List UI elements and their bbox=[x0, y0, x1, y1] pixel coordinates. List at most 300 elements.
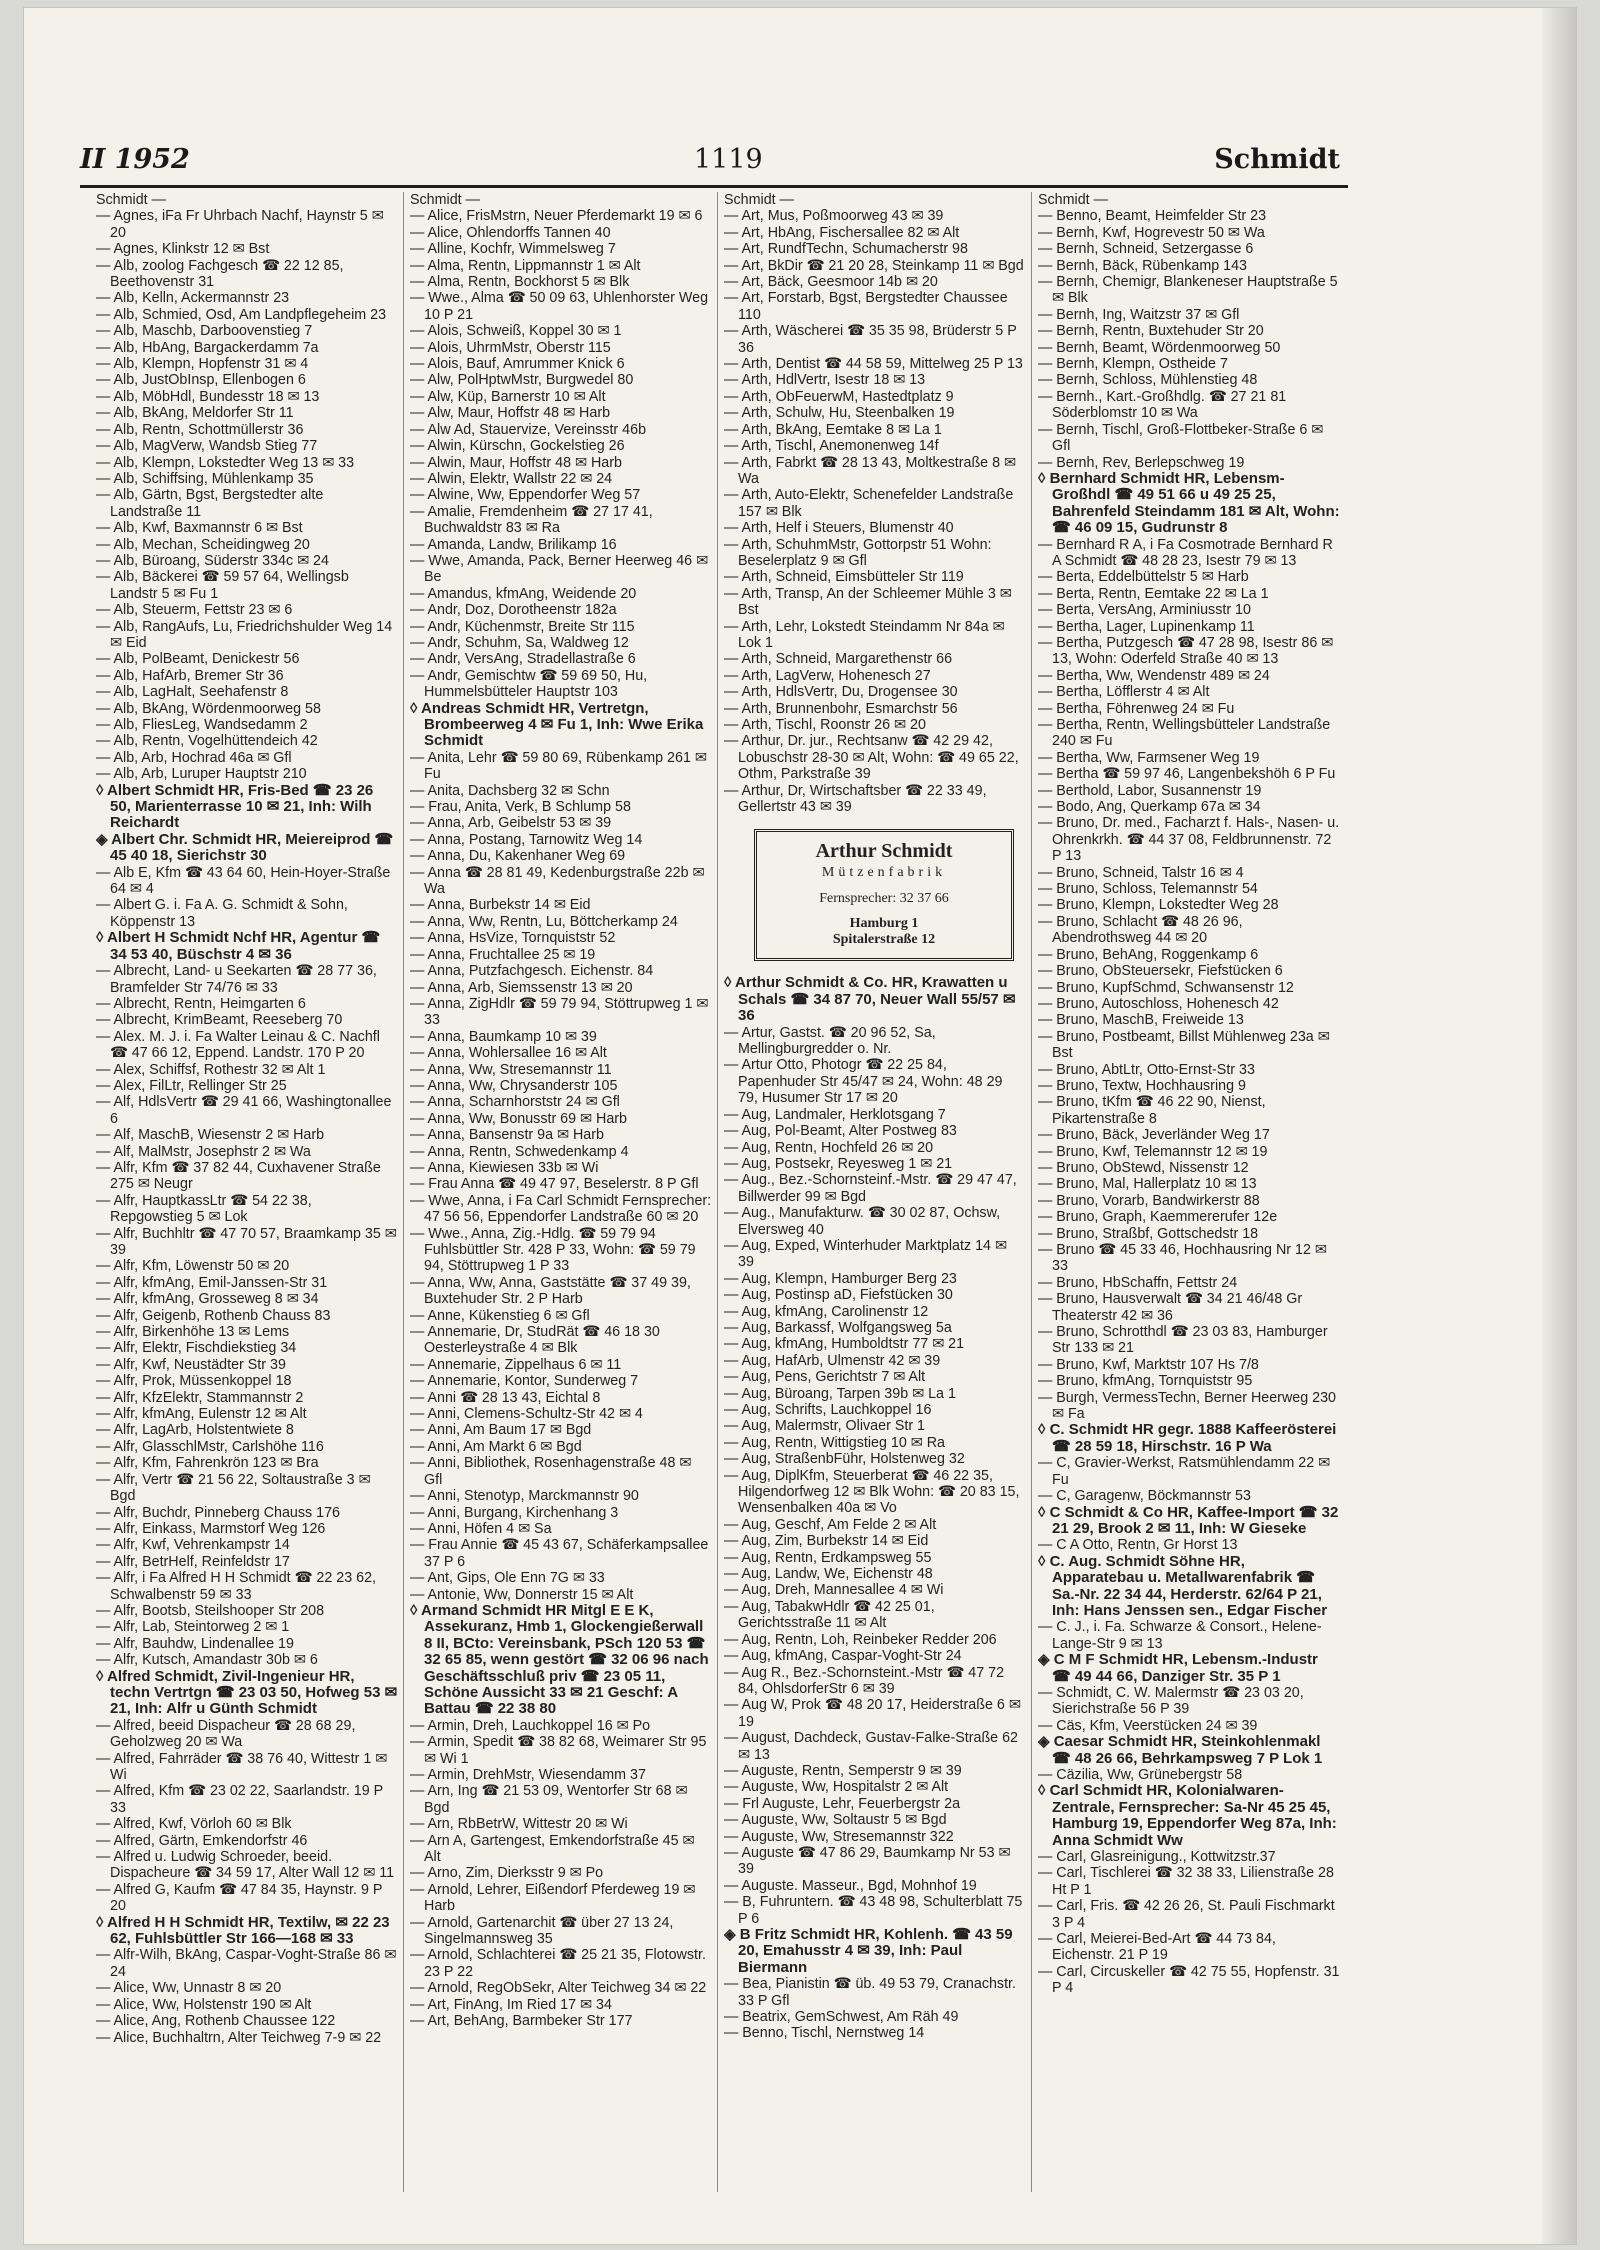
directory-entry: — Bruno, Graph, Kaemmererufer 12e bbox=[1038, 1209, 1278, 1226]
directory-entry: — Arth, Schulw, Hu, Steenbalken 19 bbox=[724, 405, 955, 422]
column-divider bbox=[717, 192, 718, 2192]
directory-entry: — Bertha, Rentn, Wellingsbütteler Landstraße 240 ✉ Fu bbox=[1038, 717, 1331, 750]
directory-entry: — Aug., Manufakturw. ☎ 30 02 87, Ochsw, Elversweg 40 bbox=[724, 1205, 1001, 1238]
directory-entry: — Arth, Dentist ☎ 44 58 59, Mittelweg 25 P 13 bbox=[724, 356, 1023, 373]
directory-entry: — Carl, Meierei-Bed-Art ☎ 44 73 84, Eichenstr. 21 P 19 bbox=[1038, 1931, 1276, 1964]
directory-entry: — Artur, Gastst. ☎ 20 96 52, Sa, Mellingburgredder o. Nr. bbox=[724, 1024, 936, 1058]
directory-entry: — Alf, HdlsVertr ☎ 29 41 66, Washingtonallee 6 bbox=[96, 1094, 392, 1127]
directory-entry: — Alice, Ww, Unnastr 8 ✉ 20 bbox=[96, 1980, 282, 1997]
directory-entry: ◊ Arthur Schmidt & Co. HR, Krawatten u Schals ☎ 34 87 70, Neuer Wall 55/57 ✉ 36 bbox=[724, 974, 1016, 1025]
directory-entry: Schmidt — bbox=[1038, 192, 1108, 208]
directory-entry: — Bertha, Ww, Wendenstr 489 ✉ 24 bbox=[1038, 667, 1270, 684]
directory-entry: — Alfred, Gärtn, Emkendorfstr 46 bbox=[96, 1832, 308, 1849]
directory-entry: — Arth, SchuhmMstr, Gottorpstr 51 Wohn: Beselerplatz 9 ✉ Gfl bbox=[724, 536, 992, 569]
directory-entry: — Bruno, BehAng, Roggenkamp 6 bbox=[1038, 946, 1259, 963]
directory-entry: — Alb, Bäckerei ☎ 59 57 64, Wellingsb Landstr 5 ✉ Fu 1 bbox=[96, 569, 349, 602]
directory-entry: — Alfr, Elektr, Fischdiekstieg 34 bbox=[96, 1340, 297, 1357]
directory-entry: ◊ Alfred H H Schmidt HR, Textilw, ✉ 22 23 62, Fuhlsbüttler Str 166—168 ✉ 33 bbox=[96, 1913, 390, 1948]
directory-entry: — Berta, Rentn, Eemtake 22 ✉ La 1 bbox=[1038, 585, 1269, 602]
directory-entry: — Alb, RangAufs, Lu, Friedrichshulder Weg 14 ✉ Eid bbox=[96, 618, 393, 651]
column-3 bbox=[724, 192, 1026, 2197]
directory-entry: — Anna, Ww, Rentn, Lu, Böttcherkamp 24 bbox=[410, 913, 678, 930]
directory-entry: — Alb, MagVerw, Wandsb Stieg 77 bbox=[96, 438, 318, 455]
directory-entry: — Alw, Maur, Hoffstr 48 ✉ Harb bbox=[410, 405, 611, 422]
directory-entry: — Auguste, Ww, Soltaustr 5 ✉ Bgd bbox=[724, 1812, 947, 1829]
directory-entry: — Aug, Postsekr, Reyesweg 1 ✉ 21 bbox=[724, 1155, 953, 1172]
column-3-entries-top bbox=[724, 192, 1026, 815]
directory-entry: — Alois, UhrmMstr, Oberstr 115 bbox=[410, 339, 611, 356]
directory-entry: — Andr, Küchenmstr, Breite Str 115 bbox=[410, 618, 635, 635]
directory-entry: — Anna, Baumkamp 10 ✉ 39 bbox=[410, 1028, 597, 1045]
directory-entry: — Bertha, Putzgesch ☎ 47 28 98, Isestr 86 ✉ 13, Wohn: Oderfeld Straße 40 ✉ 13 bbox=[1038, 634, 1334, 668]
directory-entry: — Aug, Dreh, Mannesallee 4 ✉ Wi bbox=[724, 1582, 944, 1599]
directory-entry: — Bertha, Löfflerstr 4 ✉ Alt bbox=[1038, 684, 1210, 701]
directory-entry: — Anna, Rentn, Schwedenkamp 4 bbox=[410, 1143, 629, 1160]
advertisement-box bbox=[754, 829, 1014, 961]
directory-entry: — Carl, Glasreinigung., Kottwitzstr.37 bbox=[1038, 1849, 1276, 1866]
ad-street: Spitalerstraße 12 bbox=[832, 932, 936, 948]
directory-entry: — C, Gravier-Werkst, Ratsmühlendamm 22 ✉ Fu bbox=[1038, 1455, 1331, 1488]
directory-entry: — Aug, Exped, Winterhuder Marktplatz 14 ✉ 39 bbox=[724, 1237, 1007, 1271]
directory-entry: ◈ Caesar Schmidt HR, Steinkohlenmakl ☎ 48 26 66, Behrkampsweg 7 P Lok 1 bbox=[1038, 1733, 1323, 1767]
directory-entry: Schmidt — bbox=[410, 192, 480, 208]
directory-entry: — Bruno, Kwf, Telemannstr 12 ✉ 19 bbox=[1038, 1143, 1268, 1160]
directory-page bbox=[24, 8, 1576, 2244]
directory-columns bbox=[96, 192, 1344, 2202]
directory-entry: — Bruno, Mal, Hallerplatz 10 ✉ 13 bbox=[1038, 1176, 1257, 1193]
column-divider bbox=[403, 192, 404, 2192]
directory-entry: — Alb, Mechan, Scheidingweg 20 bbox=[96, 536, 310, 553]
directory-entry: — Bernhard R A, i Fa Cosmotrade Bernhard R A Schmidt ☎ 48 28 23, Isestr 79 ✉ 13 bbox=[1038, 536, 1333, 569]
directory-entry: — Alb, LagHalt, Seehafenstr 8 bbox=[96, 684, 289, 701]
directory-entry: — Alfred, Fahrräder ☎ 38 76 40, Wittestr 1 ✉ Wi bbox=[96, 1750, 388, 1783]
directory-entry: — Alb, Schiffsing, Mühlenkamp 35 bbox=[96, 470, 314, 487]
directory-entry: — Anni, Höfen 4 ✉ Sa bbox=[410, 1520, 552, 1537]
directory-entry: — Amanda, Landw, Brilikamp 16 bbox=[410, 536, 617, 553]
directory-entry: — Arth, Tischl, Roonstr 26 ✉ 20 bbox=[724, 717, 926, 733]
directory-entry: ◊ Alfred Schmidt, Zivil-Ingenieur HR, techn Vertrtgn ☎ 23 03 50, Hofweg 53 ✉ 21, Inh: Alfr u Günth Schmidt bbox=[96, 1667, 398, 1718]
directory-entry: — Arth, Wäscherei ☎ 35 35 98, Brüderstr 5 P 36 bbox=[724, 323, 1017, 356]
directory-entry: — Amalie, Fremdenheim ☎ 27 17 41, Buchwaldstr 83 ✉ Ra bbox=[410, 503, 653, 537]
directory-entry: — Anita, Dachsberg 32 ✉ Schn bbox=[410, 782, 610, 799]
directory-entry: — Alfr, Bauhdw, Lindenallee 19 bbox=[96, 1635, 294, 1652]
directory-entry: — Bruno, Kwf, Marktstr 107 Hs 7/8 bbox=[1038, 1356, 1259, 1373]
directory-entry: — Annemarie, Zippelhaus 6 ✉ 11 bbox=[410, 1356, 622, 1373]
directory-entry: — Alb, HbAng, Bargackerdamm 7a bbox=[96, 339, 319, 356]
directory-entry: — Aug, Malermstr, Olivaer Str 1 bbox=[724, 1418, 926, 1435]
directory-entry: ◊ Albert Schmidt HR, Fris-Bed ☎ 23 26 50, Marienterrasse 10 ✉ 21, Inh: Wilh Reichardt bbox=[96, 781, 374, 832]
directory-entry: — Arn, RbBetrW, Wittestr 20 ✉ Wi bbox=[410, 1816, 628, 1833]
directory-entry: — Bertha, Föhrenweg 24 ✉ Fu bbox=[1038, 700, 1235, 717]
directory-entry: — Carl, Tischlerei ☎ 32 38 33, Lilienstraße 28 Ht P 1 bbox=[1038, 1865, 1334, 1898]
directory-entry: — Aug, DiplKfm, Steuerberat ☎ 46 22 35, Hilgendorfweg 12 ✉ Blk Wohn: ☎ 20 83 15, Wensenbalken 40a ✉ Vo bbox=[724, 1467, 1020, 1517]
directory-entry: — Arthur, Dr, Wirtschaftsber ☎ 22 33 49, Gellertstr 43 ✉ 39 bbox=[724, 782, 987, 816]
directory-entry: — Bruno, ObStewd, Nissenstr 12 bbox=[1038, 1159, 1249, 1176]
directory-entry: — Alb, Maschb, Darboovenstieg 7 bbox=[96, 323, 313, 340]
directory-entry: — Aug, Landmaler, Herklotsgang 7 bbox=[724, 1106, 946, 1123]
directory-entry: — Andr, Gemischtw ☎ 59 69 50, Hu, Hummelsbütteler Hauptstr 103 bbox=[410, 667, 648, 701]
ad-city: Hamburg 1 bbox=[849, 916, 919, 932]
directory-entry: — Arth, LagVerw, Hohenesch 27 bbox=[724, 667, 931, 684]
volume-year: II 1952 bbox=[80, 144, 190, 175]
directory-entry: — Carl, Circuskeller ☎ 42 75 55, Hopfenstr. 31 P 4 bbox=[1038, 1963, 1340, 1997]
directory-entry: — Alex, Schiffsf, Rothestr 32 ✉ Alt 1 bbox=[96, 1061, 326, 1078]
directory-entry: — Bertha, Lager, Lupinenkamp 11 bbox=[1038, 618, 1255, 635]
directory-entry: ◊ C. Aug. Schmidt Söhne HR, Apparatebau u. Metallwarenfabrik ☎ Sa.-Nr. 22 34 44, Herderstr. 62/64 P 21, Inh: Hans Jenssen sen., Edgar Fischer bbox=[1038, 1552, 1328, 1619]
directory-entry: — Anna, Fruchtallee 25 ✉ 19 bbox=[410, 946, 596, 963]
directory-entry: — Bernh, Schloss, Mühlenstieg 48 bbox=[1038, 372, 1258, 389]
directory-entry: — Alfr, kfmAng, Emil-Janssen-Str 31 bbox=[96, 1274, 328, 1291]
ad-company-name: Arthur Schmidt bbox=[815, 840, 953, 863]
directory-entry: — Aug, Pol-Beamt, Alter Postweg 83 bbox=[724, 1123, 957, 1140]
directory-entry: — Anna, Du, Kakenhaner Weg 69 bbox=[410, 848, 626, 865]
directory-entry: — Alfr, Kutsch, Amandastr 30b ✉ 6 bbox=[96, 1652, 318, 1669]
directory-entry: — Arth, Schneid, Margarethenstr 66 bbox=[724, 651, 953, 668]
directory-entry: — Alfr, Lab, Steintorweg 2 ✉ 1 bbox=[96, 1619, 290, 1636]
directory-entry: — Aug, Rentn, Erdkampsweg 55 bbox=[724, 1549, 932, 1566]
running-head-name: Schmidt bbox=[1214, 144, 1340, 175]
directory-entry: — Alice, Ww, Holstenstr 190 ✉ Alt bbox=[96, 1996, 312, 2013]
directory-entry: — Arnold, Lehrer, Eißendorf Pferdeweg 19 ✉ Harb bbox=[410, 1881, 696, 1915]
directory-entry: — Alb, HafArb, Bremer Str 36 bbox=[96, 667, 284, 684]
directory-entry: — Anni, Am Baum 17 ✉ Bgd bbox=[410, 1422, 592, 1439]
directory-entry: — Schmidt, C. W. Malermstr ☎ 23 03 20, Sierichstraße 56 P 39 bbox=[1038, 1684, 1304, 1718]
directory-entry: — Arnold, Gartenarchit ☎ über 27 13 24, Singelmannsweg 35 bbox=[410, 1914, 674, 1948]
directory-entry: — Alb, Klempn, Hopfenstr 31 ✉ 4 bbox=[96, 356, 309, 373]
directory-entry: — Alfr, KfzElektr, Stammannstr 2 bbox=[96, 1389, 304, 1406]
directory-entry: — Anna, Arb, Geibelstr 53 ✉ 39 bbox=[410, 815, 612, 832]
directory-entry: — Alb, MöbHdl, Bundesstr 18 ✉ 13 bbox=[96, 388, 320, 405]
directory-entry: — Bea, Pianistin ☎ üb. 49 53 79, Cranachstr. 33 P Gfl bbox=[724, 1976, 1016, 2009]
directory-entry: — Auguste, Rentn, Semperstr 9 ✉ 39 bbox=[724, 1762, 962, 1779]
directory-entry: — Aug, StraßenbFühr, Holstenweg 32 bbox=[724, 1451, 965, 1468]
directory-entry: — Alma, Rentn, Lippmannstr 1 ✉ Alt bbox=[410, 257, 641, 274]
directory-entry: — Auguste ☎ 47 86 29, Baumkamp Nr 53 ✉ 39 bbox=[724, 1844, 1011, 1878]
directory-entry: — August, Dachdeck, Gustav-Falke-Straße 62 ✉ 13 bbox=[724, 1730, 1019, 1763]
page-header bbox=[80, 136, 1340, 184]
directory-entry: — Amandus, kfmAng, Weidende 20 bbox=[410, 585, 637, 602]
directory-entry: — Bernh, Rev, Berlepschweg 19 bbox=[1038, 454, 1245, 471]
directory-entry: ◊ Andreas Schmidt HR, Vertretgn, Brombeerweg 4 ✉ Fu 1, Inh: Wwe Erika Schmidt bbox=[410, 699, 704, 750]
header-rule bbox=[80, 185, 1348, 188]
directory-entry: — Alma, Rentn, Bockhorst 5 ✉ Blk bbox=[410, 274, 630, 291]
directory-entry: — Wwe., Anna, Zig.-Hdlg. ☎ 59 79 94 Fuhlsbüttler Str. 428 P 33, Wohn: ☎ 59 79 94, Stöttrupweg 1 P 33 bbox=[410, 1225, 696, 1275]
directory-entry: — Alfr, Einkass, Marmstorf Weg 126 bbox=[96, 1520, 326, 1537]
directory-entry: — Cäs, Kfm, Veerstücken 24 ✉ 39 bbox=[1038, 1717, 1258, 1734]
directory-entry: — Alfr, Bootsb, Steilshooper Str 208 bbox=[96, 1602, 325, 1619]
directory-entry: — Bruno, ObSteuersekr, Fiefstücken 6 bbox=[1038, 963, 1283, 980]
directory-entry: — Alfr, Buchhltr ☎ 47 70 57, Braamkamp 35 ✉ 39 bbox=[96, 1225, 397, 1258]
directory-entry: — Arthur, Dr. jur., Rechtsanw ☎ 42 29 42, Lobuschstr 28-30 ✉ Alt, Wohn: ☎ 49 65 22, Othm, Parkstraße 39 bbox=[724, 733, 1019, 783]
directory-entry: — Arnold, Schlachterei ☎ 25 21 35, Flotowstr. 23 P 22 bbox=[410, 1947, 706, 1980]
directory-entry: — Annemarie, Kontor, Sunderweg 7 bbox=[410, 1373, 639, 1390]
directory-entry: — Anna, Bansenstr 9a ✉ Harb bbox=[410, 1127, 604, 1144]
directory-entry: — Art, RundfTechn, Schumacherstr 98 bbox=[724, 241, 968, 258]
directory-entry: — Bruno, Klempn, Lokstedter Weg 28 bbox=[1038, 897, 1279, 914]
directory-entry: — Bruno, Vorarb, Bandwirkerstr 88 bbox=[1038, 1192, 1260, 1209]
directory-entry: ◈ Albert Chr. Schmidt HR, Meiereiprod ☎ 45 40 18, Sierichstr 30 bbox=[96, 830, 394, 865]
directory-entry: — Alois, Bauf, Amrummer Knick 6 bbox=[410, 356, 625, 373]
directory-entry: — Alfred, beeid Dispacheur ☎ 28 68 29, Geholzweg 20 ✉ Wa bbox=[96, 1717, 356, 1751]
directory-entry: — Alb, Gärtn, Bgst, Bergstedter alte Landstraße 11 bbox=[96, 487, 324, 520]
directory-entry: — Alfr, Kfm, Fahrenkrön 123 ✉ Bra bbox=[96, 1455, 319, 1472]
directory-entry: — Berta, VersAng, Arminiusstr 10 bbox=[1038, 602, 1251, 619]
directory-entry: — Arth, Helf i Steuers, Blumenstr 40 bbox=[724, 520, 954, 537]
directory-entry: — Aug, TabakwHdlr ☎ 42 25 01, Gerichtsstraße 11 ✉ Alt bbox=[724, 1598, 935, 1632]
directory-entry: — Alfred G, Kaufm ☎ 47 84 35, Haynstr. 9 P 20 bbox=[96, 1881, 383, 1915]
directory-entry: — Bruno, Bäck, Jeverländer Weg 17 bbox=[1038, 1127, 1270, 1144]
directory-entry: — Alfr, kfmAng, Grosseweg 8 ✉ 34 bbox=[96, 1291, 319, 1308]
directory-entry: — Aug, Geschf, Am Felde 2 ✉ Alt bbox=[724, 1516, 937, 1533]
directory-entry: — Arnold, RegObSekr, Alter Teichweg 34 ✉ 22 bbox=[410, 1980, 707, 1997]
directory-entry: — Alfr, BetrHelf, Reinfeldstr 17 bbox=[96, 1553, 290, 1570]
directory-entry: — Bruno, kfmAng, Tornquiststr 95 bbox=[1038, 1373, 1253, 1390]
directory-entry: — Aug, kfmAng, Caspar-Voght-Str 24 bbox=[724, 1648, 962, 1665]
directory-entry: — Art, Forstarb, Bgst, Bergstedter Chaussee 110 bbox=[724, 290, 1008, 323]
directory-entry: — Aug, Postinsp aD, Fiefstücken 30 bbox=[724, 1287, 953, 1304]
directory-entry: — Anni, Am Markt 6 ✉ Bgd bbox=[410, 1438, 582, 1455]
directory-entry: — Alf, MaschB, Wiesenstr 2 ✉ Harb bbox=[96, 1127, 325, 1144]
directory-entry: — Arth, Schneid, Eimsbütteler Str 119 bbox=[724, 569, 964, 586]
directory-entry: — Anna, HsVize, Tornquiststr 52 bbox=[410, 930, 616, 947]
directory-entry: — Alfred, Kwf, Vörloh 60 ✉ Blk bbox=[96, 1816, 292, 1833]
directory-entry: — Art, Mus, Poßmoorweg 43 ✉ 39 bbox=[724, 208, 944, 225]
directory-entry: — Aug, Schrifts, Lauchkoppel 16 bbox=[724, 1402, 932, 1418]
directory-entry: — Aug, Rentn, Loh, Reinbeker Redder 206 bbox=[724, 1631, 997, 1648]
directory-entry: — Aug, kfmAng, Humboldtstr 77 ✉ 21 bbox=[724, 1336, 965, 1353]
directory-entry: — Berthold, Labor, Susannenstr 19 bbox=[1038, 782, 1262, 799]
directory-entry: — Alb, Klempn, Lokstedter Weg 13 ✉ 33 bbox=[96, 454, 355, 471]
directory-entry: — Bernh, Schneid, Setzergasse 6 bbox=[1038, 241, 1254, 258]
directory-entry: — Art, BkDir ☎ 21 20 28, Steinkamp 11 ✉ Bgd bbox=[724, 257, 1024, 274]
directory-entry: — Benno, Tischl, Nernstweg 14 bbox=[724, 2025, 925, 2042]
directory-entry: — Bruno, Postbeamt, Billst Mühlenweg 23a ✉ Bst bbox=[1038, 1028, 1330, 1062]
directory-entry: — Bernh, Tischl, Groß-Flottbeker-Straße 6 ✉ Gfl bbox=[1038, 421, 1324, 455]
directory-entry: — Alfr, kfmAng, Eulenstr 12 ✉ Alt bbox=[96, 1406, 307, 1423]
column-divider bbox=[1031, 192, 1032, 2192]
directory-entry: Schmidt — bbox=[96, 192, 166, 208]
directory-entry: — Alb, Kelln, Ackermannstr 23 bbox=[96, 290, 290, 307]
directory-entry: — Alb, Schmied, Osd, Am Landpflegeheim 23 bbox=[96, 306, 387, 323]
directory-entry: — Aug, HafArb, Ulmenstr 42 ✉ 39 bbox=[724, 1352, 941, 1369]
directory-entry: — Alfr, Kwf, Vehrenkampstr 14 bbox=[96, 1537, 290, 1554]
directory-entry: — Berta, Eddelbüttelstr 5 ✉ Harb bbox=[1038, 569, 1249, 586]
directory-entry: — Anna, Wohlersallee 16 ✉ Alt bbox=[410, 1045, 607, 1062]
directory-entry: — Alb, zoolog Fachgesch ☎ 22 12 85, Beethovenstr 31 bbox=[96, 257, 344, 291]
directory-entry: ◊ Albert H Schmidt Nchf HR, Agentur ☎ 34 53 40, Büschstr 4 ✉ 36 bbox=[96, 929, 381, 963]
directory-entry: — Ant, Gips, Ole Enn 7G ✉ 33 bbox=[410, 1570, 605, 1587]
directory-entry: ◊ Bernhard Schmidt HR, Lebensm-Großhdl ☎ 49 51 66 u 49 25 25, Bahrenfeld Steindamm 181 ✉ Alt, Wohn: ☎ 46 09 15, Gudrunstr 8 bbox=[1038, 469, 1340, 537]
directory-entry: — Bruno, Autoschloss, Hohenesch 42 bbox=[1038, 995, 1279, 1012]
directory-entry: — Bruno, Hausverwalt ☎ 34 21 46/48 Gr Theaterstr 42 ✉ 36 bbox=[1038, 1291, 1303, 1324]
directory-entry: — Alois, Schweiß, Koppel 30 ✉ 1 bbox=[410, 323, 622, 340]
directory-entry: — Alwine, Ww, Eppendorfer Weg 57 bbox=[410, 487, 641, 504]
directory-entry: — Armin, Dreh, Lauchkoppel 16 ✉ Po bbox=[410, 1717, 651, 1734]
directory-entry: — Alfr, Birkenhöhe 13 ✉ Lems bbox=[96, 1324, 290, 1341]
directory-entry: — Alf, MalMstr, Josephstr 2 ✉ Wa bbox=[96, 1143, 311, 1160]
directory-entry: — Aug, Barkassf, Wolfgangsweg 5a bbox=[724, 1319, 952, 1336]
directory-entry: — Alb, JustObInsp, Ellenbogen 6 bbox=[96, 372, 306, 389]
directory-entry: — Alice, Ang, Rothenb Chaussee 122 bbox=[96, 2013, 336, 2030]
directory-entry: — Agnes, iFa Fr Uhrbach Nachf, Haynstr 5 ✉ 20 bbox=[96, 208, 384, 241]
directory-entry: — C A Otto, Rentn, Gr Horst 13 bbox=[1038, 1537, 1238, 1554]
directory-entry: — Bruno, Dr. med., Facharzt f. Hals-, Nasen- u. Ohrenkrkh. ☎ 44 37 08, Feldbrunnenstr. 72 P 13 bbox=[1038, 815, 1340, 865]
directory-entry: — Bernh, Rentn, Buxtehuder Str 20 bbox=[1038, 323, 1264, 340]
directory-entry: — Alex. M. J. i. Fa Walter Leinau & C. Nachfl ☎ 47 66 12, Eppend. Landstr. 170 P 20 bbox=[96, 1028, 380, 1062]
directory-entry: — Anna, Ww, Stresemannstr 11 bbox=[410, 1061, 612, 1078]
directory-entry: — Alfr, Vertr ☎ 21 56 22, Soltaustraße 3 ✉ Bgd bbox=[96, 1471, 371, 1505]
directory-entry: — Armin, DrehMstr, Wiesendamm 37 bbox=[410, 1767, 646, 1783]
directory-entry: — Frau Annie ☎ 45 43 67, Schäferkampsallee 37 P 6 bbox=[410, 1537, 709, 1570]
directory-entry: — Alb, Büroang, Süderstr 334c ✉ 24 bbox=[96, 552, 329, 569]
page-number: 1119 bbox=[694, 144, 763, 175]
directory-entry: — Bruno, Textw, Hochhausring 9 bbox=[1038, 1077, 1246, 1094]
directory-entry: — Alb, Steuerm, Fettstr 23 ✉ 6 bbox=[96, 602, 293, 619]
directory-entry: — Alb, FliesLeg, Wandsedamm 2 bbox=[96, 717, 308, 733]
directory-entry: — Anni, Stenotyp, Marckmannstr 90 bbox=[410, 1488, 639, 1505]
directory-entry: — Aug, Landw, We, Eichenstr 48 bbox=[724, 1566, 933, 1583]
directory-entry: — Alfr, LagArb, Holstentwiete 8 bbox=[96, 1422, 294, 1439]
directory-entry: — Anna, Arb, Siemssenstr 13 ✉ 20 bbox=[410, 979, 633, 996]
directory-entry: — Arn A, Gartengest, Emkendorfstraße 45 ✉ Alt bbox=[410, 1832, 695, 1866]
directory-entry: — Alfr, GlasschlMstr, Carlshöhe 116 bbox=[96, 1438, 324, 1455]
directory-entry: — Bodo, Ang, Querkamp 67a ✉ 34 bbox=[1038, 799, 1261, 816]
directory-entry: — Bernh, Beamt, Wördenmoorweg 50 bbox=[1038, 339, 1281, 356]
directory-entry: — Alfr-Wilh, BkAng, Caspar-Voght-Straße 86 ✉ 24 bbox=[96, 1947, 397, 1980]
directory-entry: — Annemarie, Dr, StudRät ☎ 46 18 30 Oesterleystraße 4 ✉ Blk bbox=[410, 1324, 660, 1357]
directory-entry: — Bernh, Kwf, Hogrevestr 50 ✉ Wa bbox=[1038, 224, 1265, 241]
directory-entry: ◊ C. Schmidt HR gegr. 1888 Kaffeerösterei ☎ 28 59 18, Hirschstr. 16 P Wa bbox=[1038, 1421, 1337, 1455]
directory-entry: — Alfr, Kwf, Neustädter Str 39 bbox=[96, 1356, 286, 1373]
directory-entry: — Anna, Ww, Chrysanderstr 105 bbox=[410, 1077, 618, 1094]
directory-entry: — Burgh, VermessTechn, Berner Heerweg 230 ✉ Fa bbox=[1038, 1389, 1337, 1423]
directory-entry: — Frl Auguste, Lehr, Feuerbergstr 2a bbox=[724, 1795, 961, 1812]
directory-entry: — Wwe, Amanda, Pack, Berner Heerweg 46 ✉ Be bbox=[410, 552, 709, 586]
column-2 bbox=[410, 192, 712, 2197]
directory-entry: — Bruno, Schrotthdl ☎ 23 03 83, Hamburger Str 133 ✉ 21 bbox=[1038, 1324, 1328, 1357]
directory-entry: — Anita, Lehr ☎ 59 80 69, Rübenkamp 261 ✉ Fu bbox=[410, 749, 707, 783]
directory-entry: — Alice, FrisMstrn, Neuer Pferdemarkt 19 ✉ 6 bbox=[410, 208, 703, 225]
directory-entry: — Alfr, Kfm ☎ 37 82 44, Cuxhavener Straße 275 ✉ Neugr bbox=[96, 1159, 381, 1193]
directory-entry: — Alb, Arb, Hochrad 46a ✉ Gfl bbox=[96, 749, 292, 766]
directory-entry: — Arno, Zim, Dierksstr 9 ✉ Po bbox=[410, 1865, 604, 1882]
directory-entry: — Auguste, Ww, Stresemannstr 322 bbox=[724, 1828, 954, 1845]
directory-entry: — Bertha ☎ 59 97 46, Langenbekshöh 6 P Fu bbox=[1038, 766, 1336, 783]
directory-entry: — Arth, HdlVertr, Isestr 18 ✉ 13 bbox=[724, 372, 926, 389]
directory-entry: — Bernh, Chemigr, Blankeneser Hauptstraße 5 ✉ Blk bbox=[1038, 274, 1338, 307]
directory-entry: Schmidt — bbox=[724, 192, 794, 208]
directory-entry: — Bruno, AbtLtr, Otto-Ernst-Str 33 bbox=[1038, 1061, 1255, 1078]
ad-trade: Mützenfabrik bbox=[821, 865, 947, 881]
directory-entry: — Aug., Bez.-Schornsteinf.-Mstr. ☎ 29 47 47, Billwerder 99 ✉ Bgd bbox=[724, 1172, 1017, 1205]
directory-entry: — Alfr, Prok, Müssenkoppel 18 bbox=[96, 1373, 292, 1390]
directory-entry: — Bruno, MaschB, Freiweide 13 bbox=[1038, 1012, 1244, 1029]
directory-entry: — Bertha, Ww, Farmsener Weg 19 bbox=[1038, 749, 1260, 766]
directory-entry: — Bruno, KupfSchmd, Schwansenstr 12 bbox=[1038, 979, 1294, 996]
directory-entry: — Aug, Rentn, Hochfeld 26 ✉ 20 bbox=[724, 1139, 934, 1156]
directory-entry: — Andr, Schuhm, Sa, Waldweg 12 bbox=[410, 634, 629, 651]
directory-entry: — Alb E, Kfm ☎ 43 64 60, Hein-Hoyer-Straße 64 ✉ 4 bbox=[96, 864, 391, 898]
directory-entry: — Alw, Küp, Barnerstr 10 ✉ Alt bbox=[410, 388, 606, 405]
directory-entry: — Bruno, Schloss, Telemannstr 54 bbox=[1038, 881, 1258, 898]
directory-entry: — Albrecht, KrimBeamt, Reeseberg 70 bbox=[96, 1012, 343, 1029]
directory-entry: — Anna, Ww, Anna, Gaststätte ☎ 37 49 39, Buxtehuder Str. 2 P Harb bbox=[410, 1274, 691, 1308]
directory-entry: — Anni, Clemens-Schultz-Str 42 ✉ 4 bbox=[410, 1406, 643, 1423]
directory-entry: — Alwin, Kürschn, Gockelstieg 26 bbox=[410, 438, 625, 455]
directory-entry: — Armin, Spedit ☎ 38 82 68, Weimarer Str 95 ✉ Wi 1 bbox=[410, 1734, 707, 1767]
directory-entry: — Anni, Bibliothek, Rosenhagenstraße 48 ✉ Gfl bbox=[410, 1455, 692, 1488]
directory-entry: — Anna ☎ 28 81 49, Kedenburgstraße 22b ✉ Wa bbox=[410, 864, 705, 898]
directory-entry: — Alfr, Buchdr, Pinneberg Chauss 176 bbox=[96, 1504, 340, 1521]
directory-entry: — Alfred u. Ludwig Schroeder, beeid. Dispacheure ☎ 34 59 17, Alter Wall 12 ✉ 11 bbox=[96, 1849, 395, 1882]
directory-entry: — Aug, Zim, Burbekstr 14 ✉ Eid bbox=[724, 1533, 929, 1550]
directory-entry: — Alfr, Kfm, Löwenstr 50 ✉ 20 bbox=[96, 1258, 290, 1275]
directory-entry: — Andr, VersAng, Stradellastraße 6 bbox=[410, 651, 636, 668]
directory-entry: — Antonie, Ww, Donnerstr 15 ✉ Alt bbox=[410, 1586, 634, 1603]
directory-entry: — Alice, Buchhaltrn, Alter Teichweg 7-9 ✉ 22 bbox=[96, 2029, 382, 2046]
directory-entry: — B, Fuhruntern. ☎ 43 48 98, Schulterblatt 75 P 6 bbox=[724, 1894, 1023, 1927]
directory-entry: — Wwe., Alma ☎ 50 09 63, Uhlenhorster Weg 10 P 21 bbox=[410, 290, 709, 323]
directory-entry: — Albrecht, Land- u Seekarten ☎ 28 77 36, Bramfelder Str 74/76 ✉ 33 bbox=[96, 963, 377, 996]
directory-entry: — Alline, Kochfr, Wimmelsweg 7 bbox=[410, 241, 616, 258]
directory-entry: — Alb, BkAng, Wördenmoorweg 58 bbox=[96, 700, 321, 717]
directory-entry: — Alb, Rentn, Vogelhüttendeich 42 bbox=[96, 733, 318, 750]
directory-entry: — Alb, BkAng, Meldorfer Str 11 bbox=[96, 405, 294, 422]
directory-entry: — Bernh, Bäck, Rübenkamp 143 bbox=[1038, 257, 1248, 274]
directory-entry: — Anna, Postang, Tarnowitz Weg 14 bbox=[410, 831, 643, 848]
directory-entry: ◈ C M F Schmidt HR, Lebensm.-Industr ☎ 49 44 66, Danziger Str. 35 P 1 bbox=[1038, 1651, 1318, 1685]
column-1 bbox=[96, 192, 398, 2197]
directory-entry: — Albert G. i. Fa A. G. Schmidt & Sohn, Köppenstr 13 bbox=[96, 897, 348, 930]
directory-entry: — Arth, Transp, An der Schleemer Mühle 3 ✉ Bst bbox=[724, 585, 1012, 619]
directory-entry: — Alfr, Geigenb, Rothenb Chauss 83 bbox=[96, 1307, 331, 1324]
directory-entry: — Alw Ad, Stauervize, Vereinsstr 46b bbox=[410, 421, 647, 438]
directory-entry: — Aug W, Prok ☎ 48 20 17, Heiderstraße 6 ✉ 19 bbox=[724, 1697, 1021, 1730]
directory-entry: — Bruno, Schneid, Talstr 16 ✉ 4 bbox=[1038, 864, 1244, 881]
directory-entry: — Aug, Büroang, Tarpen 39b ✉ La 1 bbox=[724, 1385, 956, 1402]
directory-entry: — Art, BehAng, Barmbeker Str 177 bbox=[410, 2013, 633, 2030]
column-3-entries-bottom bbox=[724, 975, 1026, 2041]
directory-entry: — Bernh, Klempn, Ostheide 7 bbox=[1038, 356, 1228, 373]
directory-entry: — Anna, Burbekstr 14 ✉ Eid bbox=[410, 897, 591, 914]
directory-entry: — Anna, Putzfachgesch. Eichenstr. 84 bbox=[410, 963, 654, 980]
directory-entry: — Art, HbAng, Fischersallee 82 ✉ Alt bbox=[724, 224, 960, 241]
directory-entry: ◊ C Schmidt & Co HR, Kaffee-Import ☎ 32 21 29, Brook 2 ✉ 11, Inh: W Gieseke bbox=[1038, 1503, 1339, 1537]
directory-entry: — Alb, Rentn, Schottmüllerstr 36 bbox=[96, 421, 304, 438]
directory-entry: — Alw, PolHptwMstr, Burgwedel 80 bbox=[410, 372, 634, 389]
directory-entry: — Cäzilia, Ww, Grünebergstr 58 bbox=[1038, 1767, 1243, 1783]
directory-entry: — Anna, ZigHdlr ☎ 59 79 94, Stöttrupweg 1 ✉ 33 bbox=[410, 995, 709, 1029]
page-fold-shadow bbox=[1542, 8, 1576, 2244]
directory-entry: — Alfr, i Fa Alfred H H Schmidt ☎ 22 23 62, Schwalbenstr 59 ✉ 33 bbox=[96, 1570, 377, 1603]
directory-entry: — Benno, Beamt, Heimfelder Str 23 bbox=[1038, 208, 1267, 225]
directory-entry: — Arth, Fabrkt ☎ 28 13 43, Moltkestraße 8 ✉ Wa bbox=[724, 454, 1017, 487]
directory-entry: — Alfred, Kfm ☎ 23 02 22, Saarlandstr. 19 P 33 bbox=[96, 1783, 383, 1816]
directory-entry: — Aug, Klempn, Hamburger Berg 23 bbox=[724, 1270, 957, 1287]
directory-entry: — Anni ☎ 28 13 43, Eichtal 8 bbox=[410, 1389, 601, 1406]
directory-entry: — Aug, Rentn, Wittigstieg 10 ✉ Ra bbox=[724, 1434, 945, 1451]
directory-entry: — Frau, Anita, Verk, B Schlump 58 bbox=[410, 799, 631, 816]
directory-entry: ◊ Carl Schmidt HR, Kolonialwaren-Zentrale, Fernsprecher: Sa-Nr 45 25 45, Hamburg 19, Eppendorfer Weg 87a, Inh: Anna Schmidt Ww bbox=[1038, 1782, 1337, 1849]
directory-entry: — Arth, ObFeuerwM, Hastedtplatz 9 bbox=[724, 388, 954, 405]
directory-entry: — Alice, Ohlendorffs Tannen 40 bbox=[410, 224, 611, 241]
directory-entry: ◊ Armand Schmidt HR Mitgl E E K, Assekuranz, Hmb 1, Glockengießerwall 8 II, BCto: Vereinsbank, PSch 120 53 ☎ 32 65 85, wenn gestört ☎ 32 06 96 nach Geschäftsschluß priv ☎ 23 05 11, Schöne Aussicht 33 ✉ 21 Geschf: A Battau ☎ 22 38 80 bbox=[410, 1601, 709, 1718]
directory-entry: — Arth, Lehr, Lokstedt Steindamm Nr 84a ✉ Lok 1 bbox=[724, 618, 1005, 651]
directory-entry: — Bruno, tKfm ☎ 46 22 90, Nienst, Pikartenstraße 8 bbox=[1038, 1094, 1266, 1127]
directory-entry: — Wwe, Anna, i Fa Carl Schmidt Fernsprecher: 47 56 56, Eppendorfer Landstraße 60 ✉ 20 bbox=[410, 1192, 712, 1226]
directory-entry: ◈ B Fritz Schmidt HR, Kohlenh. ☎ 43 59 20, Emahusstr 4 ✉ 39, Inh: Paul Biermann bbox=[724, 1926, 1013, 1976]
directory-entry: — Arth, Auto-Elektr, Schenefelder Landstraße 157 ✉ Blk bbox=[724, 487, 1014, 520]
